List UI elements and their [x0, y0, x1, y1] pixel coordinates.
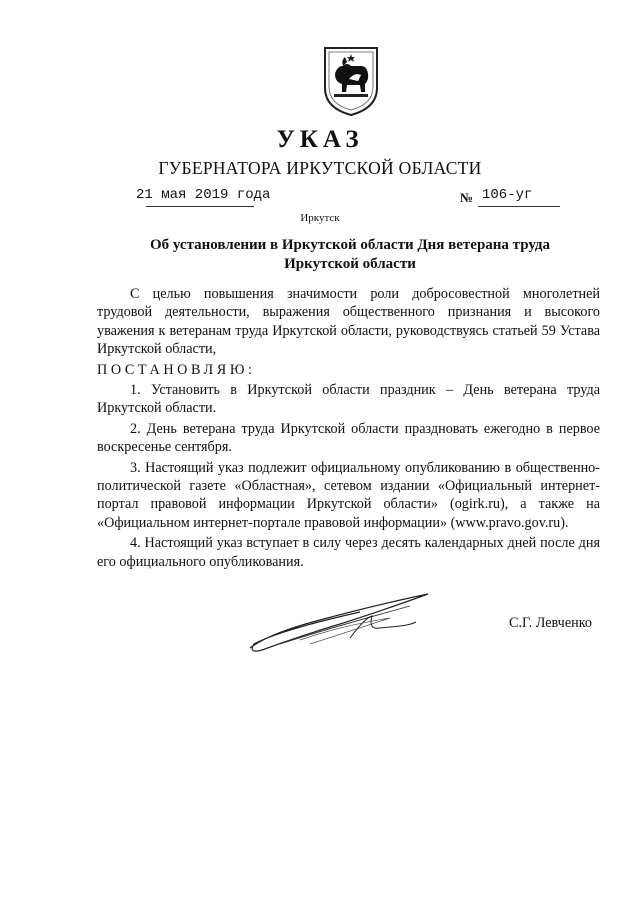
document-date: 21 мая 2019 года: [136, 187, 271, 203]
preamble-paragraph: С целью повышения значимости роли добросовестной многолетней трудовой деятельности, выражения общественного признания и высокого уважения к ветеранам труда Иркутской области, руководствуясь статьей 59 Устава Иркутской области,: [97, 286, 600, 358]
document-heading: [130, 236, 570, 274]
irkutsk-coat-of-arms-icon: [321, 44, 381, 118]
decree-item-3: 3. Настоящий указ подлежит официальному опубликованию в общественно-политической газете «Областная», сетевом издании «Официальный интернет-портал правовой информации Иркутской области» (ogirk.ru), а также на «Официальном интернет-портале правовой информации» (www.pravo.gov.ru).: [97, 459, 600, 531]
document-subtitle: ГУБЕРНАТОРА ИРКУТСКОЙ ОБЛАСТИ: [158, 158, 482, 178]
date-underline: [146, 206, 254, 207]
document-number: 106-уг: [482, 187, 533, 203]
decree-item-1: 1. Установить в Иркутской области праздник – День ветерана труда Иркутской области.: [97, 382, 600, 417]
document-body: [97, 285, 600, 571]
number-sign: №: [460, 190, 474, 205]
heading-line-1: Об установлении в Иркутской области Дня ветерана труда: [149, 237, 551, 253]
document-title: УКАЗ: [276, 126, 364, 153]
number-underline: [478, 206, 560, 207]
handwritten-signature-icon: [240, 578, 440, 663]
heading-line-2: Иркутской области: [284, 256, 416, 272]
city-label: Иркутск: [300, 212, 340, 224]
decree-word: ПОСТАНОВЛЯЮ:: [97, 361, 256, 378]
signatory-name: С.Г. Левченко: [509, 615, 592, 631]
decree-item-4: 4. Настоящий указ вступает в силу через десять календарных дней после дня его официального опубликования.: [97, 535, 600, 570]
decree-item-2: 2. День ветерана труда Иркутской области праздновать ежегодно в первое воскресенье сентября.: [97, 420, 600, 456]
